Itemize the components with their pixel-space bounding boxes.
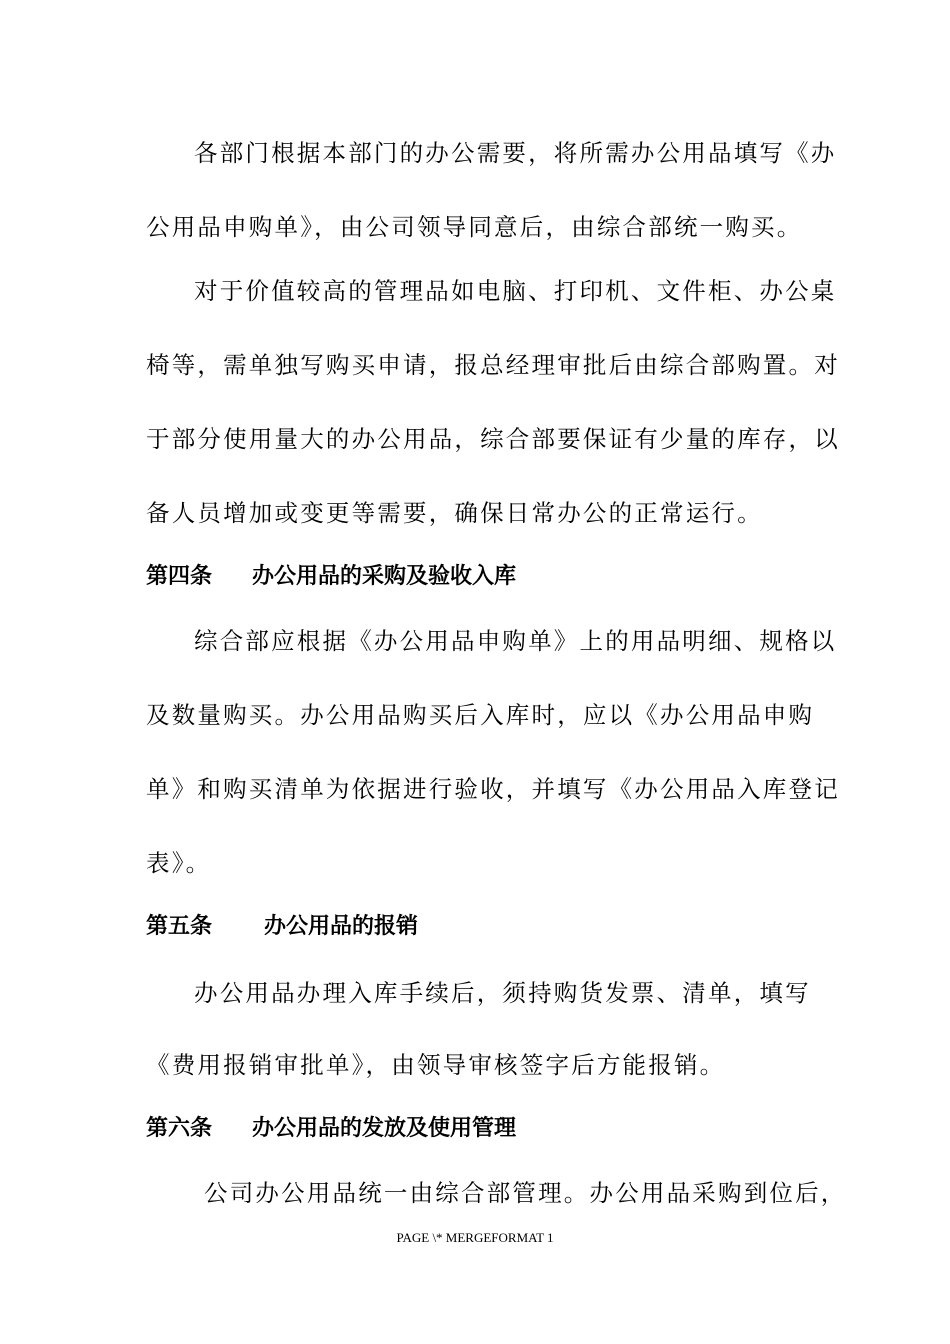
paragraph-line: 综合部应根据《办公用品申购单》上的用品明细、规格以 [194, 627, 837, 655]
paragraph-line: 公司办公用品统一由综合部管理。办公用品采购到位后， [204, 1179, 847, 1207]
article-heading [146, 562, 517, 592]
paragraph-line: 办公用品办理入库手续后，须持购货发票、清单，填写 [194, 979, 811, 1007]
article-number: 第六条 [146, 1116, 213, 1141]
article-heading [146, 912, 419, 942]
paragraph-line: 表》。 [146, 849, 212, 877]
article-title: 办公用品的采购及验收入库 [252, 564, 517, 589]
paragraph-line: 公用品申购单》，由公司领导同意后，由综合部统一购买。 [146, 213, 803, 241]
page-footer: PAGE \* MERGEFORMAT 1 [396, 1230, 554, 1245]
article-number: 第四条 [146, 564, 213, 589]
article-title: 办公用品的发放及使用管理 [252, 1116, 517, 1141]
paragraph-line: 备人员增加或变更等需要，确保日常办公的正常运行。 [146, 499, 763, 527]
article-title: 办公用品的报销 [264, 914, 419, 939]
article-heading [146, 1114, 517, 1144]
paragraph-line: 各部门根据本部门的办公需要，将所需办公用品填写《办 [194, 139, 837, 167]
paragraph-line: 单》和购买清单为依据进行验收，并填写《办公用品入库登记 [146, 775, 840, 803]
article-number: 第五条 [146, 914, 213, 939]
paragraph-line: 于部分使用量大的办公用品，综合部要保证有少量的库存，以 [146, 425, 840, 453]
paragraph-line: 及数量购买。办公用品购买后入库时，应以《办公用品申购 [146, 701, 815, 729]
paragraph-line: 《费用报销审批单》，由领导审核签字后方能报销。 [146, 1051, 726, 1079]
paragraph-line: 椅等，需单独写购买申请，报总经理审批后由综合部购置。对 [146, 351, 840, 379]
paragraph-line: 对于价值较高的管理品如电脑、打印机、文件柜、办公桌 [194, 277, 837, 305]
